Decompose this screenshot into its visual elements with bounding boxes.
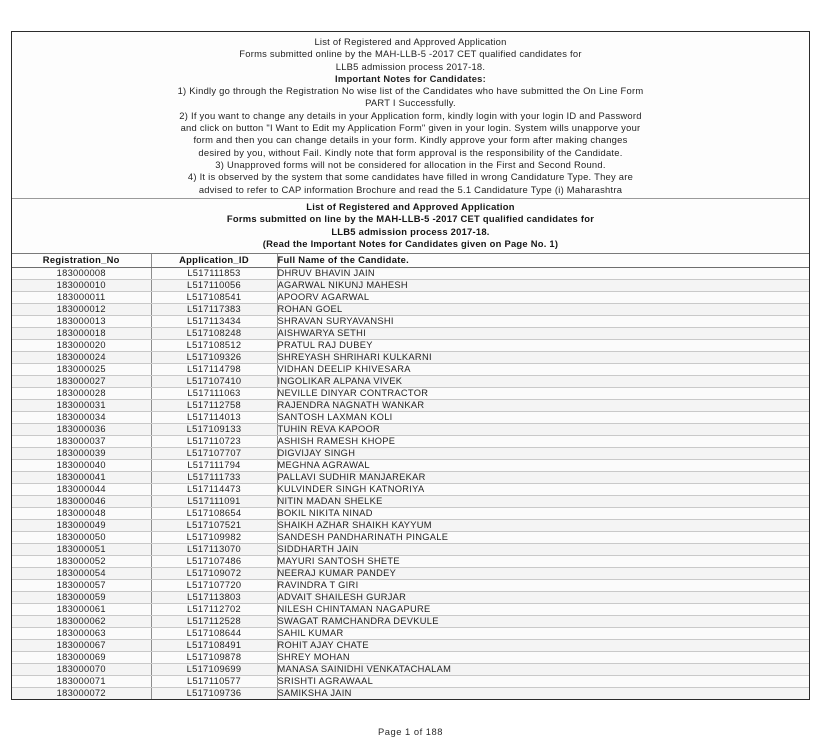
table-row <box>12 651 809 663</box>
cell-registration-no: 183000044 <box>12 483 151 495</box>
table-row <box>12 495 809 507</box>
column-header-candidate-name: Full Name of the Candidate. <box>277 254 809 267</box>
cell-registration-no: 183000059 <box>12 591 151 603</box>
cell-candidate-name: PALLAVI SUDHIR MANJAREKAR <box>277 471 809 483</box>
notes-line: PART I Successfully. <box>365 97 456 109</box>
cell-application-id: L517111091 <box>151 495 277 507</box>
cell-registration-no: 183000034 <box>12 411 151 423</box>
cell-application-id: L517109072 <box>151 567 277 579</box>
cell-registration-no: 183000061 <box>12 603 151 615</box>
cell-registration-no: 183000048 <box>12 507 151 519</box>
cell-registration-no: 183000072 <box>12 687 151 699</box>
cell-application-id: L517108654 <box>151 507 277 519</box>
cell-application-id: L517107486 <box>151 555 277 567</box>
table-row <box>12 423 809 435</box>
cell-application-id: L517108491 <box>151 639 277 651</box>
cell-registration-no: 183000063 <box>12 627 151 639</box>
cell-registration-no: 183000008 <box>12 267 151 279</box>
title-line: Forms submitted on line by the MAH-LLB-5 -2017 CET qualified candidates for <box>226 213 595 225</box>
cell-registration-no: 183000024 <box>12 351 151 363</box>
cell-registration-no: 183000051 <box>12 543 151 555</box>
table-row <box>12 615 809 627</box>
important-notes-block <box>12 32 809 199</box>
cell-candidate-name: ROHAN GOEL <box>277 303 809 315</box>
notes-line: 2) If you want to change any details in your Application form, kindly login with your login ID and Password <box>179 109 642 121</box>
cell-application-id: L517109982 <box>151 531 277 543</box>
cell-candidate-name: RAJENDRA NAGNATH WANKAR <box>277 399 809 411</box>
cell-candidate-name: MEGHNA AGRAWAL <box>277 459 809 471</box>
cell-application-id: L517109133 <box>151 423 277 435</box>
table-header <box>12 254 809 267</box>
cell-registration-no: 183000025 <box>12 363 151 375</box>
cell-application-id: L517108541 <box>151 291 277 303</box>
notes-line: Important Notes for Candidates: <box>335 72 486 84</box>
notes-line: and click on button "I Want to Edit my Application Form" given in your login. System wills unapporve your <box>180 122 641 134</box>
cell-candidate-name: SHRAVAN SURYAVANSHI <box>277 315 809 327</box>
cell-application-id: L517109736 <box>151 687 277 699</box>
cell-candidate-name: SIDDHARTH JAIN <box>277 543 809 555</box>
cell-registration-no: 183000070 <box>12 663 151 675</box>
cell-registration-no: 183000013 <box>12 315 151 327</box>
table-row <box>12 375 809 387</box>
cell-application-id: L517111733 <box>151 471 277 483</box>
table-row <box>12 591 809 603</box>
cell-application-id: L517113803 <box>151 591 277 603</box>
table-row <box>12 471 809 483</box>
table-row <box>12 567 809 579</box>
cell-application-id: L517110723 <box>151 435 277 447</box>
cell-application-id: L517107410 <box>151 375 277 387</box>
column-header-registration-no: Registration_No <box>12 254 151 267</box>
notes-line: LLB5 admission process 2017-18. <box>335 60 486 72</box>
document-frame <box>11 31 810 700</box>
cell-registration-no: 183000054 <box>12 567 151 579</box>
cell-registration-no: 183000062 <box>12 615 151 627</box>
cell-candidate-name: SWAGAT RAMCHANDRA DEVKULE <box>277 615 809 627</box>
cell-application-id: L517109878 <box>151 651 277 663</box>
cell-candidate-name: DHRUV BHAVIN JAIN <box>277 267 809 279</box>
cell-candidate-name: SHREY MOHAN <box>277 651 809 663</box>
cell-registration-no: 183000050 <box>12 531 151 543</box>
cell-candidate-name: RAVINDRA T GIRI <box>277 579 809 591</box>
cell-registration-no: 183000067 <box>12 639 151 651</box>
table-row <box>12 315 809 327</box>
cell-registration-no: 183000036 <box>12 423 151 435</box>
cell-candidate-name: SHREYASH SHRIHARI KULKARNI <box>277 351 809 363</box>
notes-line: 4) It is observed by the system that some candidates have filled in wrong Candidature Type. They are <box>187 171 634 183</box>
table-row <box>12 543 809 555</box>
notes-line: desired by you, without Fail. Kindly note that form approval is the responsibility of the Candidate. <box>198 146 623 158</box>
cell-application-id: L517108512 <box>151 339 277 351</box>
table-row <box>12 291 809 303</box>
cell-candidate-name: BOKIL NIKITA NINAD <box>277 507 809 519</box>
cell-application-id: L517114798 <box>151 363 277 375</box>
cell-application-id: L517110056 <box>151 279 277 291</box>
cell-candidate-name: SANDESH PANDHARINATH PINGALE <box>277 531 809 543</box>
table-row <box>12 507 809 519</box>
cell-candidate-name: KULVINDER SINGH KATNORIYA <box>277 483 809 495</box>
table-row <box>12 267 809 279</box>
cell-application-id: L517107720 <box>151 579 277 591</box>
cell-candidate-name: PRATUL RAJ DUBEY <box>277 339 809 351</box>
cell-candidate-name: NITIN MADAN SHELKE <box>277 495 809 507</box>
table-row <box>12 555 809 567</box>
table-row <box>12 351 809 363</box>
cell-application-id: L517114473 <box>151 483 277 495</box>
cell-registration-no: 183000037 <box>12 435 151 447</box>
table-row <box>12 483 809 495</box>
notes-line: 3) Unapproved forms will not be considered for allocation in the First and Second Round. <box>215 158 606 170</box>
cell-application-id: L517107707 <box>151 447 277 459</box>
table-row <box>12 435 809 447</box>
table-row <box>12 411 809 423</box>
table-row <box>12 687 809 699</box>
table-row <box>12 327 809 339</box>
cell-candidate-name: INGOLIKAR ALPANA VIVEK <box>277 375 809 387</box>
cell-candidate-name: ROHIT AJAY CHATE <box>277 639 809 651</box>
cell-registration-no: 183000039 <box>12 447 151 459</box>
table-row <box>12 339 809 351</box>
table-row <box>12 363 809 375</box>
registered-candidates-table <box>12 254 809 699</box>
report-title-block <box>12 199 809 255</box>
cell-registration-no: 183000069 <box>12 651 151 663</box>
cell-application-id: L517112528 <box>151 615 277 627</box>
table-row <box>12 447 809 459</box>
table-row <box>12 639 809 651</box>
notes-line: advised to refer to CAP information Brochure and read the 5.1 Candidature Type (i) Maharashtra <box>198 183 623 195</box>
table-row <box>12 579 809 591</box>
notes-line: List of Registered and Approved Application <box>314 36 507 47</box>
column-header-application-id: Application_ID <box>151 254 277 267</box>
cell-candidate-name: APOORV AGARWAL <box>277 291 809 303</box>
cell-candidate-name: NILESH CHINTAMAN NAGAPURE <box>277 603 809 615</box>
cell-application-id: L517113070 <box>151 543 277 555</box>
table-row <box>12 627 809 639</box>
table-row <box>12 675 809 687</box>
notes-line: form and then you can change details in your form. Kindly approve your form after making changes <box>193 134 628 146</box>
cell-candidate-name: TUHIN REVA KAPOOR <box>277 423 809 435</box>
cell-application-id: L517112702 <box>151 603 277 615</box>
page-number-label: Page 1 of 188 <box>378 725 443 737</box>
cell-candidate-name: MAYURI SANTOSH SHETE <box>277 555 809 567</box>
cell-registration-no: 183000052 <box>12 555 151 567</box>
table-row <box>12 663 809 675</box>
table-row <box>12 603 809 615</box>
cell-application-id: L517112758 <box>151 399 277 411</box>
cell-candidate-name: AGARWAL NIKUNJ MAHESH <box>277 279 809 291</box>
cell-application-id: L517117383 <box>151 303 277 315</box>
cell-application-id: L517111063 <box>151 387 277 399</box>
cell-candidate-name: DIGVIJAY SINGH <box>277 447 809 459</box>
cell-candidate-name: SRISHTI AGRAWAAL <box>277 675 809 687</box>
cell-application-id: L517108248 <box>151 327 277 339</box>
table-body <box>12 267 809 699</box>
table-row <box>12 279 809 291</box>
cell-candidate-name: SHAIKH AZHAR SHAIKH KAYYUM <box>277 519 809 531</box>
cell-registration-no: 183000046 <box>12 495 151 507</box>
notes-line: Forms submitted online by the MAH-LLB-5 -2017 CET qualified candidates for <box>239 48 582 60</box>
table-row <box>12 303 809 315</box>
cell-candidate-name: VIDHAN DEELIP KHIVESARA <box>277 363 809 375</box>
cell-application-id: L517111794 <box>151 459 277 471</box>
cell-registration-no: 183000012 <box>12 303 151 315</box>
cell-registration-no: 183000049 <box>12 519 151 531</box>
cell-application-id: L517108644 <box>151 627 277 639</box>
cell-registration-no: 183000028 <box>12 387 151 399</box>
cell-registration-no: 183000040 <box>12 459 151 471</box>
title-line: List of Registered and Approved Application <box>306 200 515 212</box>
table-row <box>12 399 809 411</box>
cell-application-id: L517114013 <box>151 411 277 423</box>
title-line: (Read the Important Notes for Candidates given on Page No. 1) <box>262 238 559 250</box>
cell-registration-no: 183000057 <box>12 579 151 591</box>
cell-candidate-name: NEERAJ KUMAR PANDEY <box>277 567 809 579</box>
cell-candidate-name: ADVAIT SHAILESH GURJAR <box>277 591 809 603</box>
cell-registration-no: 183000071 <box>12 675 151 687</box>
table-row <box>12 519 809 531</box>
cell-registration-no: 183000011 <box>12 291 151 303</box>
cell-application-id: L517109699 <box>151 663 277 675</box>
notes-line: 1) Kindly go through the Registration No wise list of the Candidates who have submitted the On Line Form <box>177 85 644 97</box>
cell-application-id: L517110577 <box>151 675 277 687</box>
cell-application-id: L517113434 <box>151 315 277 327</box>
cell-registration-no: 183000041 <box>12 471 151 483</box>
cell-candidate-name: ASHISH RAMESH KHOPE <box>277 435 809 447</box>
cell-candidate-name: SAMIKSHA JAIN <box>277 687 809 699</box>
page-footer <box>11 726 810 737</box>
cell-candidate-name: SAHIL KUMAR <box>277 627 809 639</box>
table-row <box>12 531 809 543</box>
cell-application-id: L517109326 <box>151 351 277 363</box>
title-line: LLB5 admission process 2017-18. <box>331 225 490 237</box>
cell-candidate-name: NEVILLE DINYAR CONTRACTOR <box>277 387 809 399</box>
cell-registration-no: 183000027 <box>12 375 151 387</box>
cell-registration-no: 183000031 <box>12 399 151 411</box>
cell-application-id: L517111853 <box>151 267 277 279</box>
table-row <box>12 459 809 471</box>
cell-registration-no: 183000010 <box>12 279 151 291</box>
cell-application-id: L517107521 <box>151 519 277 531</box>
cell-registration-no: 183000020 <box>12 339 151 351</box>
cell-candidate-name: AISHWARYA SETHI <box>277 327 809 339</box>
table-header-row <box>12 254 809 267</box>
cell-registration-no: 183000018 <box>12 327 151 339</box>
cell-candidate-name: MANASA SAINIDHI VENKATACHALAM <box>277 663 809 675</box>
cell-candidate-name: SANTOSH LAXMAN KOLI <box>277 411 809 423</box>
table-row <box>12 387 809 399</box>
